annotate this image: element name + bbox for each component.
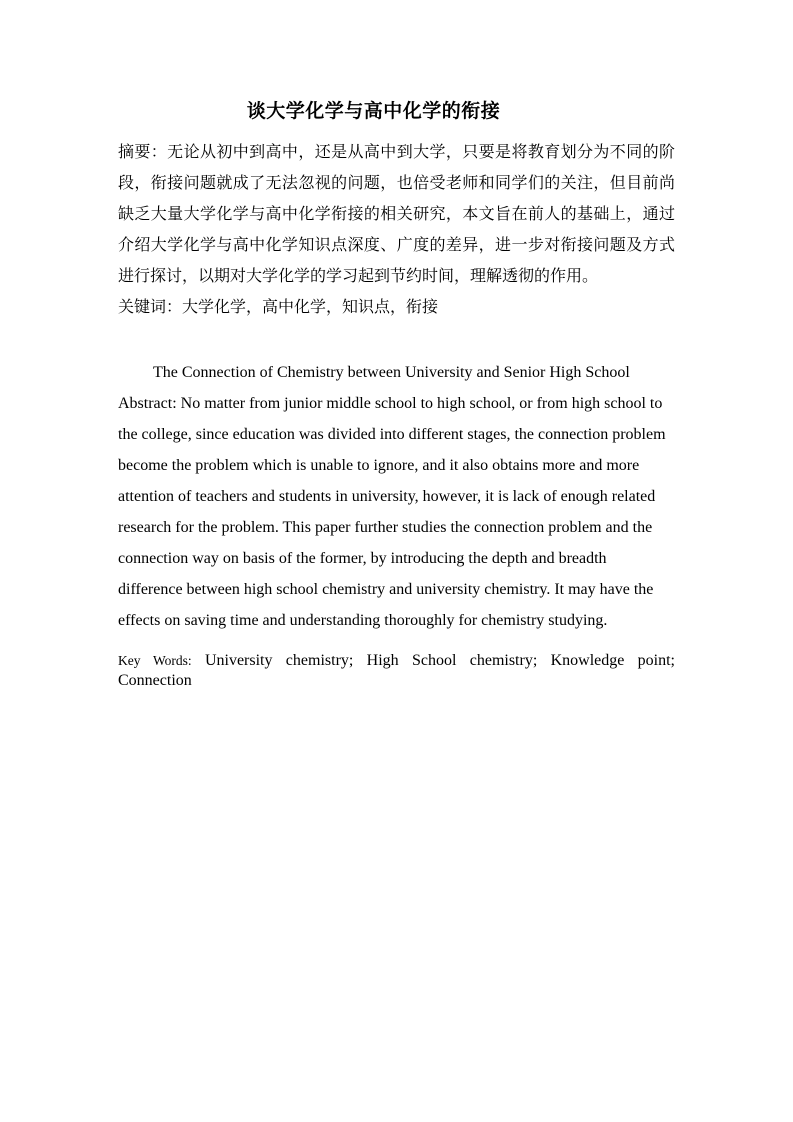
abstract-paragraph-english: Abstract: No matter from junior middle school to high school, or from high school to the college, since education was divided into different stages, the connection problem become the problem which is unable to ignore, and it also obtains more and more attention of teachers and students in university, however, it is lack of enough related research for the problem. This paper further studies the connection problem and the connection way on basis of the former, by introducing the depth and breadth difference between high school chemistry and university chemistry. It may have the effects on saving time and understanding thoroughly for chemistry studying. <box>118 395 666 629</box>
keywords-line-chinese: 关键词：大学化学，高中化学，知识点，衔接 <box>118 299 439 316</box>
document-title-english: The Connection of Chemistry between University and Senior High School <box>153 364 630 381</box>
document-title-chinese: 谈大学化学与高中化学的衔接 <box>246 101 501 122</box>
keywords-line-english <box>118 651 675 691</box>
keywords-english-label: Key Words: <box>118 653 192 668</box>
keywords-english-text: University chemistry; High School chemistry; Knowledge point; Connection <box>118 652 675 689</box>
abstract-paragraph-chinese: 摘要：无论从初中到高中，还是从高中到大学，只要是将教育划分为不同的阶段，衔接问题就成了无法忽视的问题，也倍受老师和同学们的关注，但目前尚缺乏大量大学化学与高中化学衔接的相关研究，本文旨在前人的基础上，通过介绍大学化学与高中化学知识点深度、广度的差异，进一步对衔接问题及方式进行探讨，以期对大学化学的学习起到节约时间，理解透彻的作用。 <box>118 144 675 285</box>
document-content <box>118 96 675 691</box>
